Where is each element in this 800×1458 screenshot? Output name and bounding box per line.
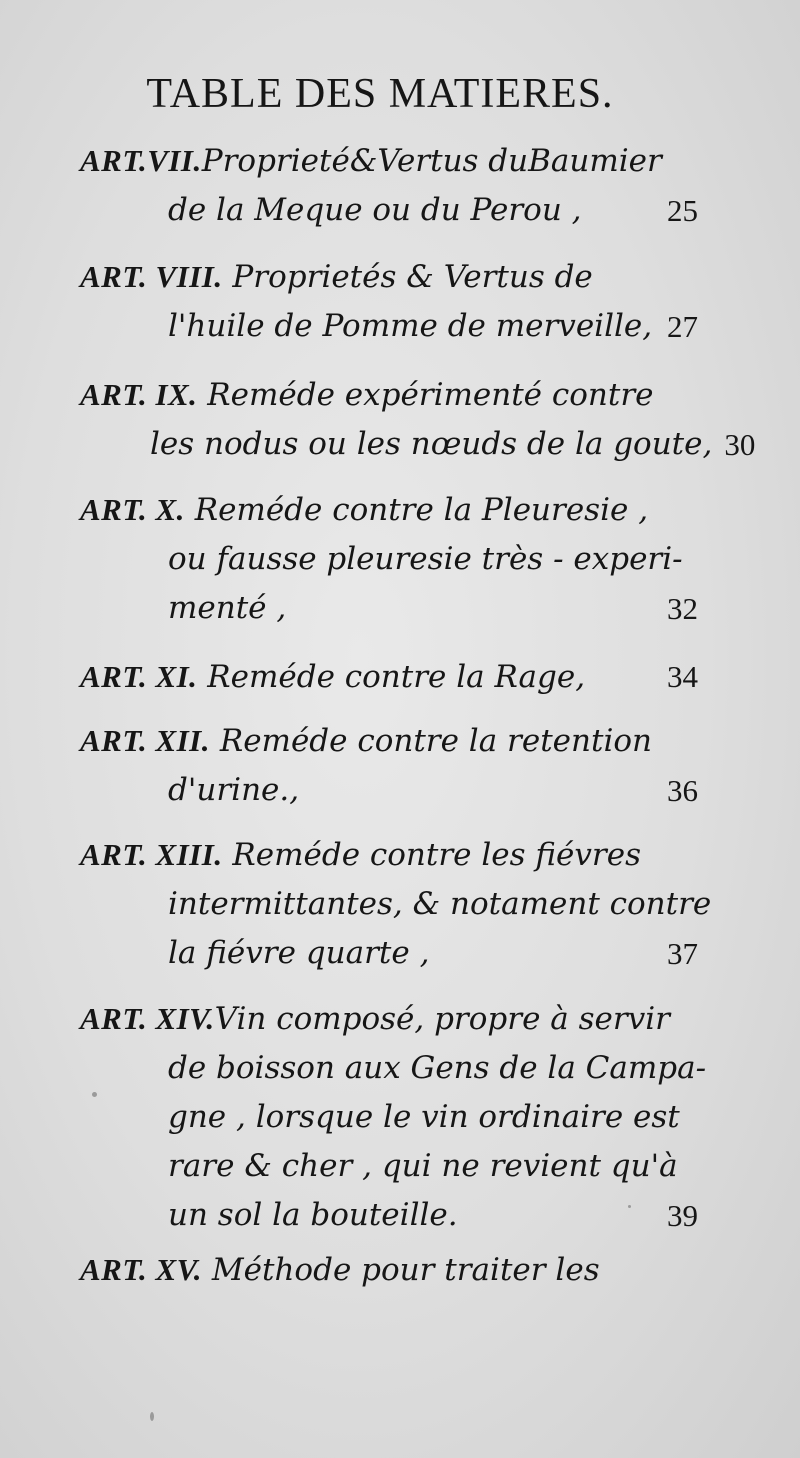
toc-entry-line <box>80 584 698 633</box>
entry-text: Vin composé, propre à servir <box>214 1001 670 1037</box>
toc-entry-line <box>80 1142 698 1191</box>
entry-text: Reméde contre les fiévres <box>232 837 641 873</box>
toc-entry <box>80 136 698 235</box>
article-number: ART. IX. <box>80 377 198 412</box>
article-number: ART. X. <box>80 492 185 527</box>
toc-entry <box>80 370 756 469</box>
toc-entry-line <box>80 929 698 978</box>
toc-entry-line <box>80 880 712 929</box>
page-number: 30 <box>724 427 756 462</box>
entry-text: Reméde contre la Pleuresie , <box>194 492 649 528</box>
article-number: ART. XIV. <box>80 1001 215 1036</box>
toc-entry-line <box>80 652 698 702</box>
toc-entry <box>80 1245 698 1295</box>
entry-text: Proprieté&Vertus duBaumier <box>201 143 662 179</box>
article-number: ART.VII. <box>80 143 202 178</box>
entry-text: de la Meque ou du Perou , <box>168 192 582 228</box>
page-number: 36 <box>667 773 698 808</box>
entry-text: Proprietés & Vertus de <box>232 259 593 295</box>
entry-text: Reméde contre la retention <box>219 723 652 759</box>
toc-entry-line <box>80 420 756 469</box>
toc-entry-line <box>80 716 698 766</box>
toc-entry-line <box>80 994 698 1044</box>
paper-speck <box>628 1205 631 1208</box>
page-title: TABLE DES MATIERES. <box>146 71 614 117</box>
entry-text: menté , <box>168 590 287 626</box>
entry-text: la fiévre quarte , <box>168 935 430 971</box>
entry-text: gne , lorsque le vin ordinaire est <box>168 1099 680 1135</box>
page-number: 27 <box>667 309 698 344</box>
toc-entry-line <box>80 485 698 535</box>
toc-entry <box>80 652 698 702</box>
page-number: 39 <box>667 1198 698 1233</box>
paper-speck <box>150 1412 154 1421</box>
entry-text: de boisson aux Gens de la Campa- <box>168 1050 707 1086</box>
article-number: ART. XIII. <box>80 837 223 872</box>
article-number: ART. XV. <box>80 1252 203 1287</box>
entry-text: Reméde expérimenté contre <box>207 377 654 413</box>
toc-entry-line <box>80 766 698 815</box>
toc-entry <box>80 252 698 351</box>
entry-text: Reméde contre la Rage, <box>207 659 586 695</box>
entry-text: un sol la bouteille. <box>168 1197 458 1233</box>
page-number: 32 <box>667 591 698 626</box>
article-number: ART. XII. <box>80 723 210 758</box>
toc-entry-line <box>80 136 698 186</box>
toc-entry <box>80 716 698 815</box>
toc-entry-line <box>80 186 698 235</box>
entry-text: ou fausse pleuresie très - experi- <box>168 541 683 577</box>
article-number: ART. XI. <box>80 659 198 694</box>
toc-entry-line <box>80 1093 698 1142</box>
toc-entry <box>80 485 698 633</box>
toc-entry-line <box>80 1044 707 1093</box>
entry-text: Méthode pour traiter les <box>211 1252 600 1288</box>
toc-entry <box>80 830 712 978</box>
entry-text: les nodus ou les nœuds de la goute, <box>150 426 713 462</box>
toc-entry-line <box>80 302 698 351</box>
page-number: 25 <box>667 193 698 228</box>
page-number: 37 <box>667 936 698 971</box>
toc-entry-line <box>80 830 698 880</box>
page-number: 34 <box>667 659 698 694</box>
paper-speck <box>92 1092 97 1097</box>
entry-text: intermittantes, & notament contre <box>168 886 712 922</box>
toc-entry-line <box>80 1245 698 1295</box>
toc-entry-line <box>80 252 698 302</box>
entry-text: l'huile de Pomme de merveille, <box>168 308 653 344</box>
toc-entry-line <box>80 1191 698 1240</box>
toc-entry-line <box>80 535 698 584</box>
toc-entry-line <box>80 370 698 420</box>
toc-entry <box>80 994 707 1240</box>
entry-text: d'urine., <box>168 772 300 808</box>
entry-text: rare & cher , qui ne revient qu'à <box>168 1148 678 1184</box>
article-number: ART. VIII. <box>80 259 223 294</box>
